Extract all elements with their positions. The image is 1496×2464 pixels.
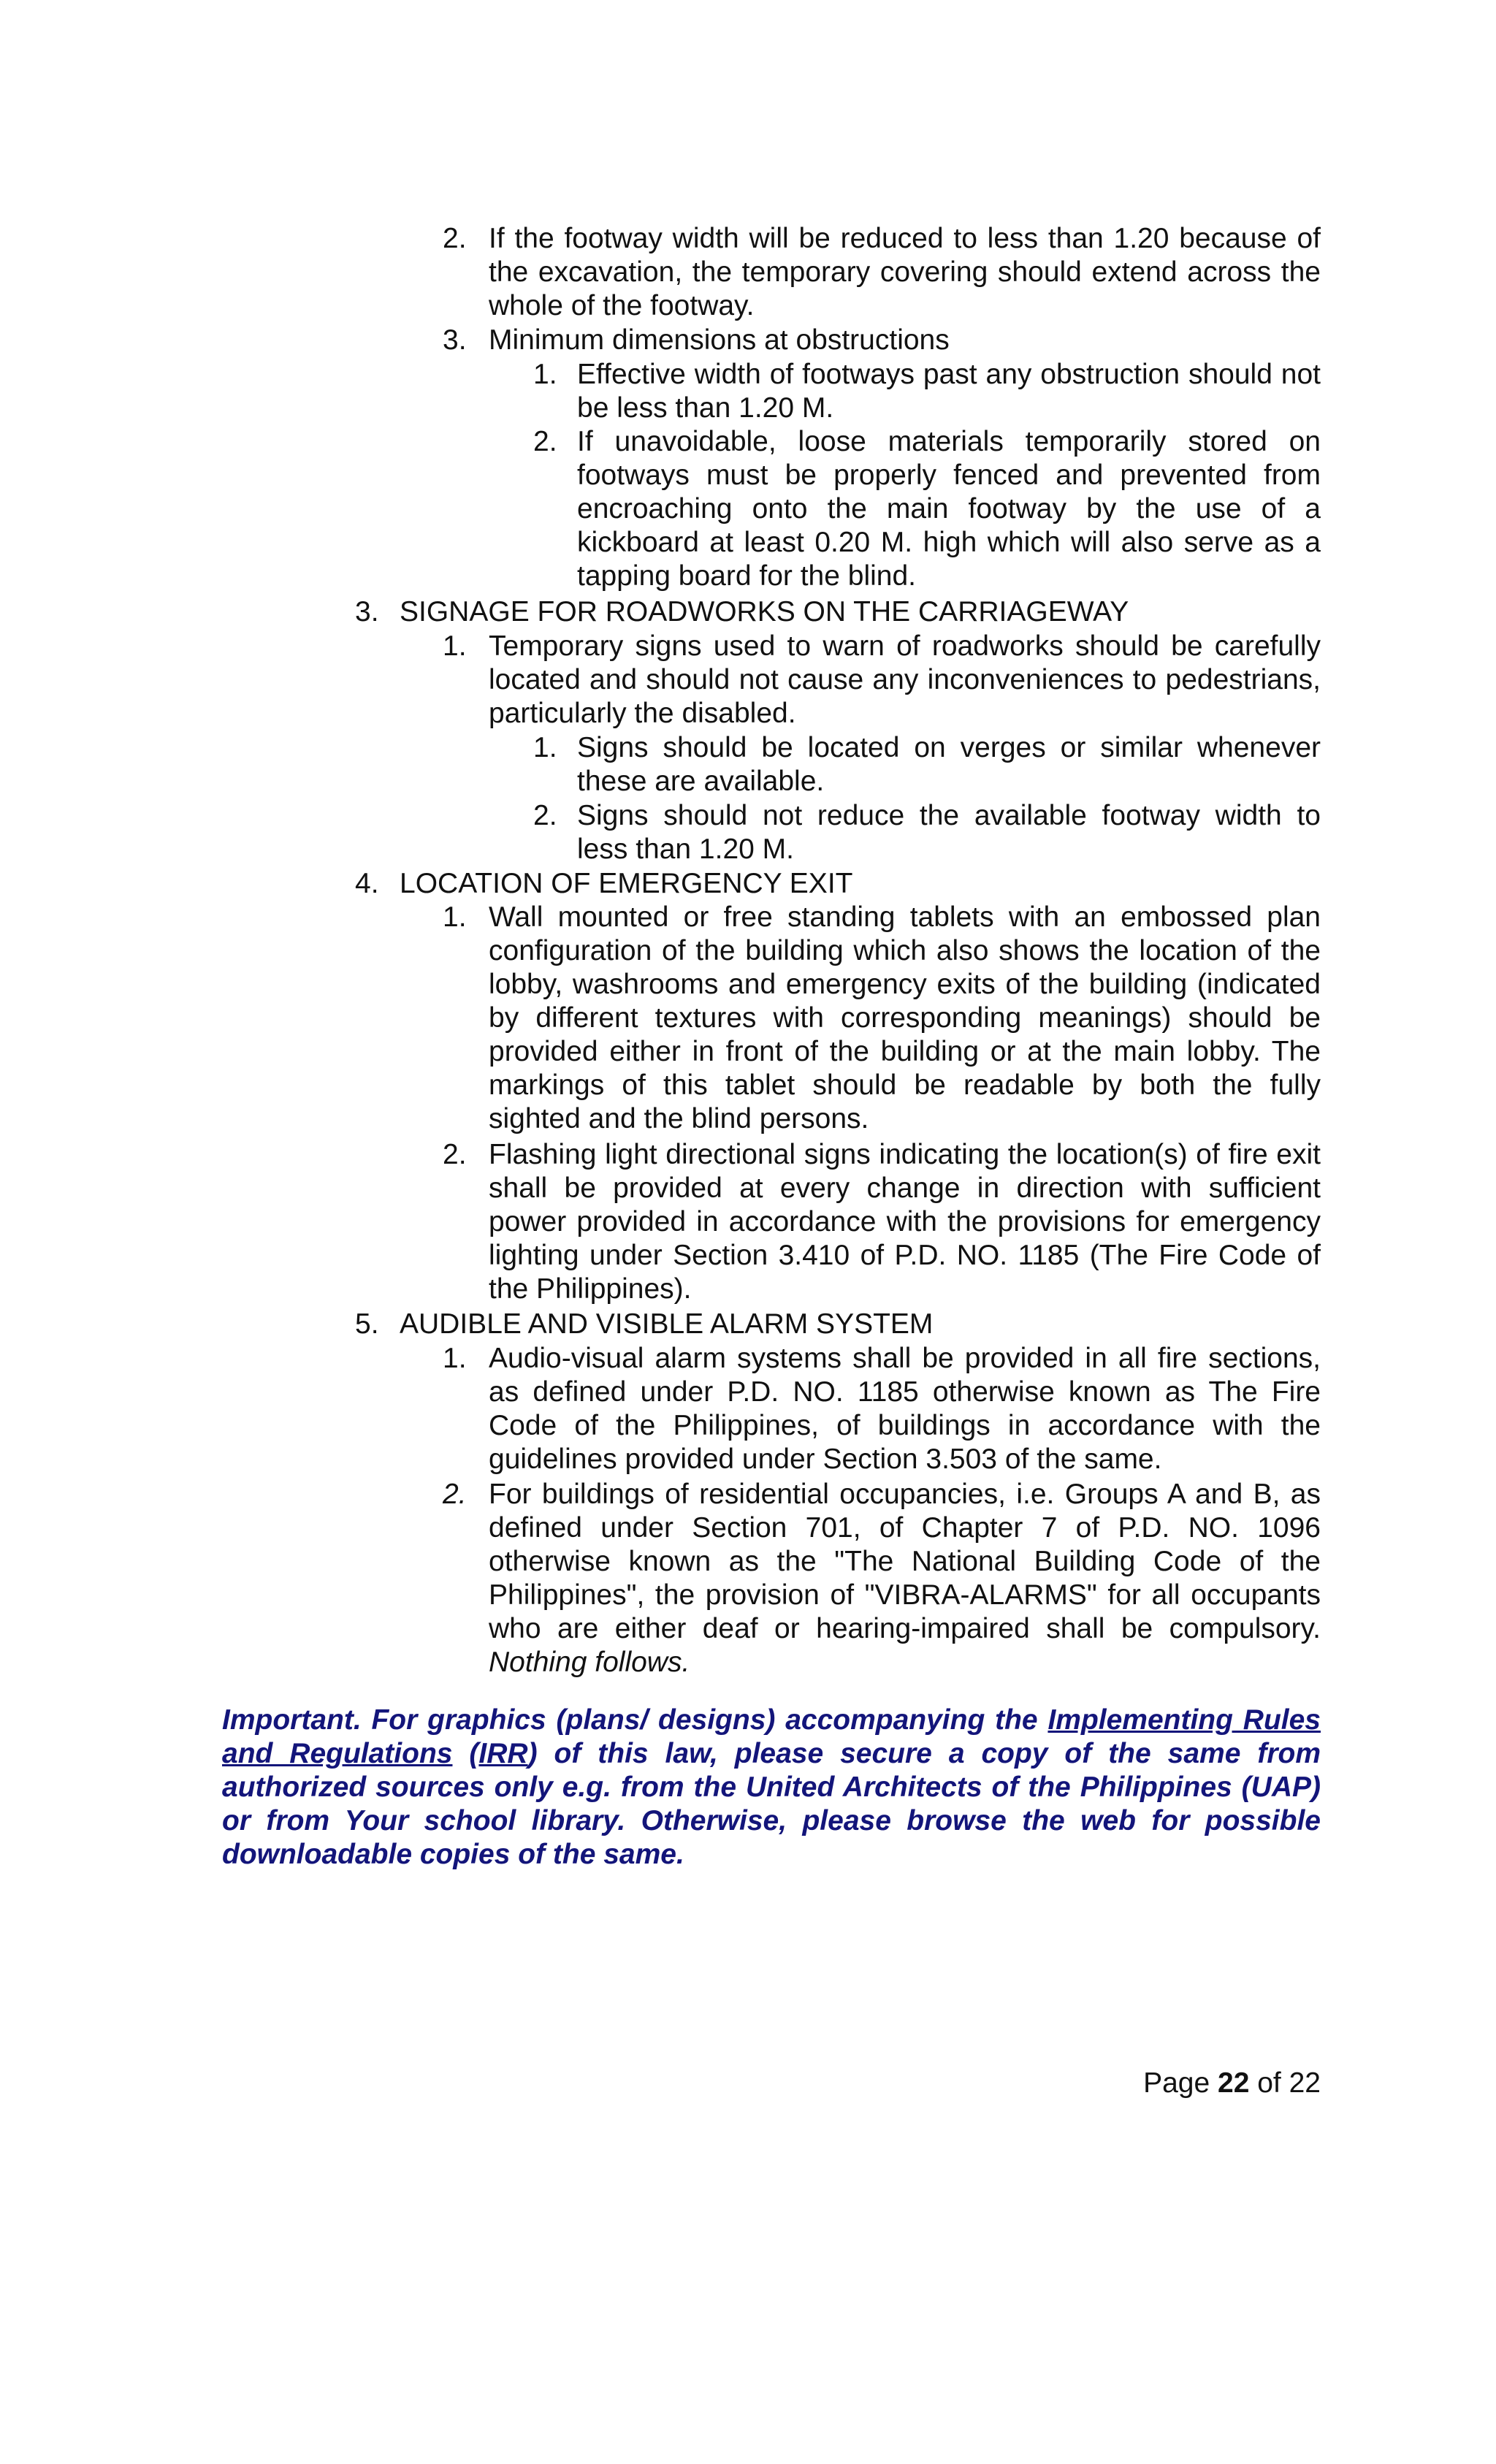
list-item: If the footway width will be reduced to less than 1.20 because of the excavation, the temporary covering should extend across the whole of the footway. bbox=[489, 223, 1321, 321]
list-number: 1. bbox=[443, 1343, 467, 1374]
section-heading: LOCATION OF EMERGENCY EXIT bbox=[400, 868, 853, 899]
list-number: 2. bbox=[533, 800, 557, 831]
important-notice bbox=[222, 1704, 1321, 1872]
section-heading: SIGNAGE FOR ROADWORKS ON THE CARRIAGEWAY bbox=[400, 596, 1129, 628]
notice-text: Important. For graphics (plans/ designs) accompanying the bbox=[222, 1704, 1048, 1736]
list-item: Signs should not reduce the available footway width to less than 1.20 M. bbox=[577, 800, 1321, 865]
irr-abbr-link[interactable]: IRR bbox=[478, 1738, 528, 1769]
list-item: Effective width of footways past any obstruction should not be less than 1.20 M. bbox=[577, 359, 1321, 424]
list-item bbox=[489, 1478, 1321, 1679]
list-number: 3. bbox=[355, 596, 379, 628]
list-item: If unavoidable, loose materials temporarily stored on footways must be properly fenced and prevented from encroaching onto the main footway by the use of a kickboard at least 0.20 M. high which will also serve as a tapping board for the blind. bbox=[577, 426, 1321, 592]
list-number: 2. bbox=[443, 223, 467, 254]
page-middle: of bbox=[1249, 2067, 1289, 2099]
list-number: 1. bbox=[533, 732, 557, 763]
list-item: Signs should be located on verges or similar whenever these are available. bbox=[577, 732, 1321, 797]
section-heading: AUDIBLE AND VISIBLE ALARM SYSTEM bbox=[400, 1308, 934, 1340]
list-number: 1. bbox=[443, 901, 467, 933]
irr-link[interactable]: Implementing Rules and Regulations bbox=[222, 1704, 1321, 1769]
page-prefix: Page bbox=[1143, 2067, 1218, 2099]
list-item-text: For buildings of residential occupancies, i.e. Groups A and B, as defined under Section 701, of Chapter 7 of P.D. NO. 1096 otherwise known as the "The National Building Code of the Philippines", the provision of "VIBRA-ALARMS" for all occupants who are either deaf or hearing-impaired shall be compulsory. bbox=[489, 1479, 1321, 1644]
notice-text: ) of this law, please secure a copy of the same from authorized sources only e.g. from the United Architects of the Philippines (UAP) or from Your school library. Otherwise, please browse the web for possible downloadable copies of the same. bbox=[222, 1738, 1321, 1870]
list-number: 5. bbox=[355, 1308, 379, 1340]
list-number: 1. bbox=[443, 630, 467, 662]
list-item: Minimum dimensions at obstructions bbox=[489, 324, 950, 356]
list-item: Flashing light directional signs indicating the location(s) of fire exit shall be provided at every change in direction with sufficient power provided in accordance with the provisions for emergency lighting under Section 3.410 of P.D. NO. 1185 (The Fire Code of the Philippines). bbox=[489, 1139, 1321, 1305]
list-number: 2. bbox=[533, 426, 557, 457]
list-number: 2. bbox=[443, 1479, 467, 1510]
page-number bbox=[1143, 2067, 1321, 2100]
list-item: Temporary signs used to warn of roadworks should be carefully located and should not cause any inconveniences to pedestrians, particularly the disabled. bbox=[489, 630, 1321, 729]
total-pages: 22 bbox=[1289, 2067, 1321, 2099]
list-number: 4. bbox=[355, 868, 379, 899]
nothing-follows-note: Nothing follows. bbox=[489, 1647, 690, 1678]
notice-text: ( bbox=[452, 1738, 479, 1769]
list-number: 1. bbox=[533, 359, 557, 390]
current-page: 22 bbox=[1218, 2067, 1250, 2099]
list-item: Wall mounted or free standing tablets with an embossed plan configuration of the building which also shows the location of the lobby, washrooms and emergency exits of the building (indicated by different textures with corresponding meanings) should be provided either in front of the building or at the main lobby. The markings of this tablet should be readable by both the fully sighted and the blind persons. bbox=[489, 901, 1321, 1134]
list-number: 3. bbox=[443, 324, 467, 356]
list-number: 2. bbox=[443, 1139, 467, 1170]
list-item: Audio-visual alarm systems shall be provided in all fire sections, as defined under P.D. NO. 1185 otherwise known as The Fire Code of the Philippines, of buildings in accordance with the guidelines provided under Section 3.503 of the same. bbox=[489, 1343, 1321, 1475]
